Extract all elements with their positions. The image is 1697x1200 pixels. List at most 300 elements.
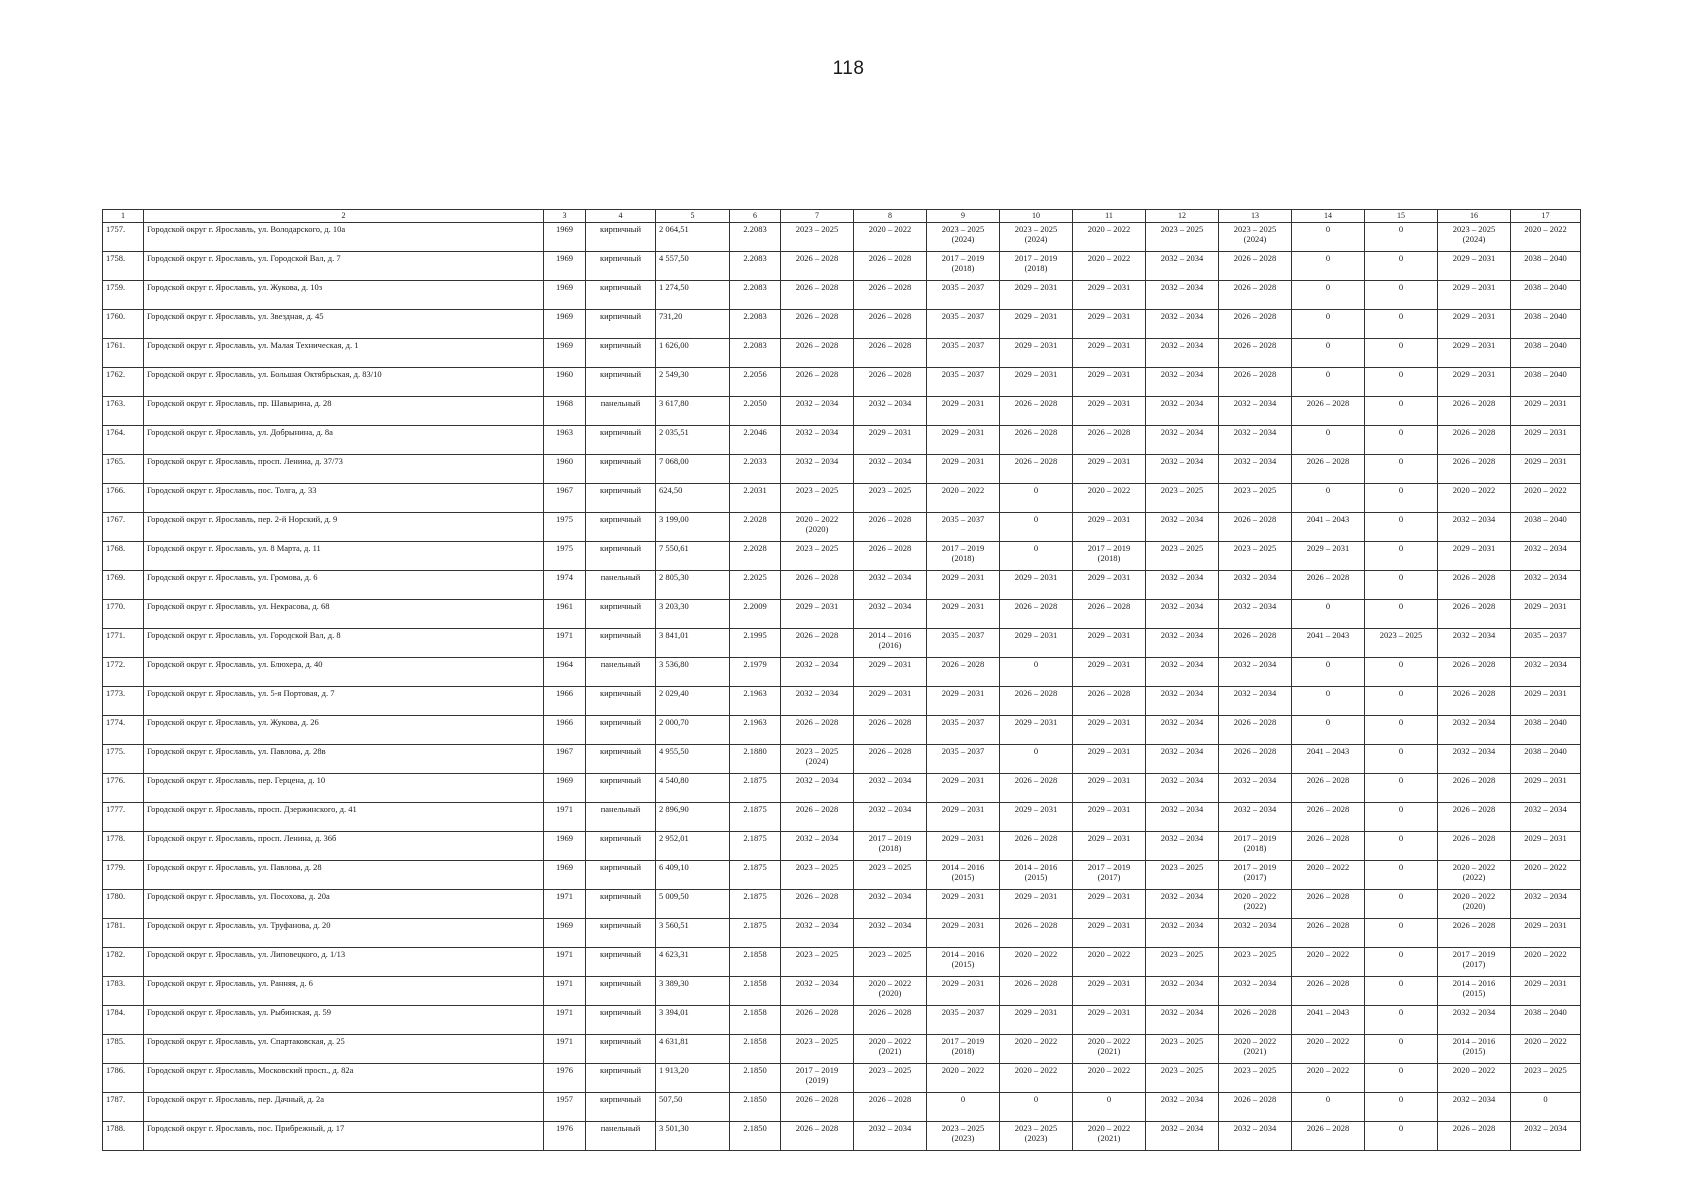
table-cell-col-5: 1 274,50 — [656, 281, 730, 310]
table-cell-col-14: 2026 – 2028 — [1292, 571, 1365, 600]
table-cell-col-1: 1770. — [103, 600, 144, 629]
table-cell-col-10: 2020 – 2022 — [1000, 1064, 1073, 1093]
table-cell-col-10: 2026 – 2028 — [1000, 455, 1073, 484]
table-cell-col-7: 2023 – 2025 — [781, 223, 854, 252]
table-cell-col-8: 2026 – 2028 — [854, 252, 927, 281]
table-cell-col-13: 2020 – 2022 (2022) — [1219, 890, 1292, 919]
table-cell-col-17: 2038 – 2040 — [1511, 716, 1581, 745]
table-cell-col-17: 2035 – 2037 — [1511, 629, 1581, 658]
table-cell-col-6: 2.2033 — [730, 455, 781, 484]
table-cell-col-9: 2035 – 2037 — [927, 745, 1000, 774]
table-cell-col-2: Городской округ г. Ярославль, ул. Громова, д. 6 — [144, 571, 544, 600]
table-cell-col-15: 0 — [1365, 223, 1438, 252]
table-cell-col-3: 1969 — [544, 223, 586, 252]
table-cell-col-5: 2 064,51 — [656, 223, 730, 252]
table-row — [103, 1093, 1581, 1122]
table-cell-col-8: 2023 – 2025 — [854, 948, 927, 977]
table-cell-col-1: 1761. — [103, 339, 144, 368]
table-cell-col-4: кирпичный — [586, 426, 656, 455]
table-cell-col-17: 2038 – 2040 — [1511, 252, 1581, 281]
table-cell-col-17: 2020 – 2022 — [1511, 484, 1581, 513]
table-cell-col-3: 1976 — [544, 1122, 586, 1151]
table-cell-col-17: 2020 – 2022 — [1511, 948, 1581, 977]
table-cell-col-1: 1784. — [103, 1006, 144, 1035]
table-cell-col-7: 2026 – 2028 — [781, 803, 854, 832]
table-cell-col-12: 2032 – 2034 — [1146, 1093, 1219, 1122]
table-cell-col-6: 2.1850 — [730, 1122, 781, 1151]
table-cell-col-16: 2032 – 2034 — [1438, 513, 1511, 542]
table-cell-col-13: 2026 – 2028 — [1219, 1006, 1292, 1035]
table-cell-col-5: 3 617,80 — [656, 397, 730, 426]
table-cell-col-6: 2.2009 — [730, 600, 781, 629]
table-cell-col-16: 2029 – 2031 — [1438, 542, 1511, 571]
table-cell-col-5: 1 626,00 — [656, 339, 730, 368]
table-cell-col-9: 2035 – 2037 — [927, 310, 1000, 339]
table-cell-col-9: 2035 – 2037 — [927, 513, 1000, 542]
table-cell-col-11: 2026 – 2028 — [1073, 687, 1146, 716]
table-cell-col-1: 1776. — [103, 774, 144, 803]
table-cell-col-10: 2029 – 2031 — [1000, 1006, 1073, 1035]
table-cell-col-8: 2026 – 2028 — [854, 1093, 927, 1122]
table-cell-col-9: 2029 – 2031 — [927, 919, 1000, 948]
table-cell-col-15: 0 — [1365, 919, 1438, 948]
table-cell-col-12: 2032 – 2034 — [1146, 919, 1219, 948]
table-cell-col-11: 2026 – 2028 — [1073, 426, 1146, 455]
table-cell-col-15: 0 — [1365, 281, 1438, 310]
table-cell-col-8: 2020 – 2022 — [854, 223, 927, 252]
table-cell-col-2: Городской округ г. Ярославль, ул. Блюхера, д. 40 — [144, 658, 544, 687]
table-cell-col-2: Городской округ г. Ярославль, ул. Городской Вал, д. 7 — [144, 252, 544, 281]
table-cell-col-4: панельный — [586, 571, 656, 600]
column-header-1: 1 — [103, 210, 144, 223]
table-cell-col-4: кирпичный — [586, 774, 656, 803]
table-cell-col-17: 2038 – 2040 — [1511, 745, 1581, 774]
table-cell-col-11: 2029 – 2031 — [1073, 1006, 1146, 1035]
table-cell-col-3: 1969 — [544, 339, 586, 368]
table-cell-col-14: 2041 – 2043 — [1292, 745, 1365, 774]
column-header-13: 13 — [1219, 210, 1292, 223]
table-cell-col-10: 2029 – 2031 — [1000, 803, 1073, 832]
table-cell-col-12: 2032 – 2034 — [1146, 455, 1219, 484]
table-cell-col-12: 2032 – 2034 — [1146, 1122, 1219, 1151]
table-cell-col-6: 2.1858 — [730, 977, 781, 1006]
table-cell-col-10: 2026 – 2028 — [1000, 426, 1073, 455]
table-cell-col-10: 2026 – 2028 — [1000, 832, 1073, 861]
table-cell-col-13: 2026 – 2028 — [1219, 1093, 1292, 1122]
table-cell-col-4: панельный — [586, 658, 656, 687]
table-cell-col-11: 2029 – 2031 — [1073, 339, 1146, 368]
table-cell-col-4: кирпичный — [586, 629, 656, 658]
table-cell-col-6: 2.2050 — [730, 397, 781, 426]
table-cell-col-7: 2023 – 2025 — [781, 484, 854, 513]
table-row — [103, 368, 1581, 397]
table-cell-col-10: 2026 – 2028 — [1000, 600, 1073, 629]
table-cell-col-16: 2026 – 2028 — [1438, 455, 1511, 484]
table-cell-col-9: 2014 – 2016 (2015) — [927, 948, 1000, 977]
table-cell-col-8: 2020 – 2022 (2020) — [854, 977, 927, 1006]
table-cell-col-5: 1 913,20 — [656, 1064, 730, 1093]
table-cell-col-9: 2026 – 2028 — [927, 658, 1000, 687]
table-cell-col-17: 2029 – 2031 — [1511, 397, 1581, 426]
table-row — [103, 600, 1581, 629]
table-cell-col-9: 2035 – 2037 — [927, 368, 1000, 397]
table-cell-col-2: Городской округ г. Ярославль, ул. Некрасова, д. 68 — [144, 600, 544, 629]
table-cell-col-5: 3 501,30 — [656, 1122, 730, 1151]
table-cell-col-5: 3 394,01 — [656, 1006, 730, 1035]
table-cell-col-12: 2032 – 2034 — [1146, 687, 1219, 716]
table-cell-col-17: 2029 – 2031 — [1511, 832, 1581, 861]
table-cell-col-12: 2032 – 2034 — [1146, 600, 1219, 629]
table-cell-col-13: 2023 – 2025 — [1219, 1064, 1292, 1093]
table-cell-col-14: 2041 – 2043 — [1292, 1006, 1365, 1035]
table-cell-col-7: 2026 – 2028 — [781, 1093, 854, 1122]
table-cell-col-6: 2.1963 — [730, 716, 781, 745]
table-cell-col-4: панельный — [586, 803, 656, 832]
table-cell-col-10: 2026 – 2028 — [1000, 977, 1073, 1006]
table-cell-col-13: 2032 – 2034 — [1219, 687, 1292, 716]
table-cell-col-8: 2026 – 2028 — [854, 745, 927, 774]
table-cell-col-13: 2023 – 2025 — [1219, 542, 1292, 571]
table-cell-col-16: 2020 – 2022 (2022) — [1438, 861, 1511, 890]
table-cell-col-5: 4 623,31 — [656, 948, 730, 977]
table-cell-col-3: 1971 — [544, 977, 586, 1006]
table-cell-col-17: 2032 – 2034 — [1511, 890, 1581, 919]
table-cell-col-4: кирпичный — [586, 513, 656, 542]
table-cell-col-10: 2029 – 2031 — [1000, 310, 1073, 339]
table-cell-col-12: 2023 – 2025 — [1146, 861, 1219, 890]
table-cell-col-1: 1775. — [103, 745, 144, 774]
table-cell-col-15: 0 — [1365, 1035, 1438, 1064]
table-cell-col-11: 2029 – 2031 — [1073, 774, 1146, 803]
table-cell-col-14: 0 — [1292, 1093, 1365, 1122]
table-cell-col-11: 2029 – 2031 — [1073, 397, 1146, 426]
table-cell-col-2: Городской округ г. Ярославль, ул. 8 Марта, д. 11 — [144, 542, 544, 571]
table-cell-col-13: 2017 – 2019 (2018) — [1219, 832, 1292, 861]
table-cell-col-10: 2029 – 2031 — [1000, 571, 1073, 600]
table-cell-col-14: 2026 – 2028 — [1292, 977, 1365, 1006]
table-row — [103, 977, 1581, 1006]
table-cell-col-11: 2029 – 2031 — [1073, 919, 1146, 948]
table-cell-col-5: 2 805,30 — [656, 571, 730, 600]
table-cell-col-14: 2020 – 2022 — [1292, 948, 1365, 977]
table-cell-col-17: 2038 – 2040 — [1511, 310, 1581, 339]
table-cell-col-17: 2020 – 2022 — [1511, 861, 1581, 890]
table-cell-col-15: 0 — [1365, 832, 1438, 861]
table-cell-col-11: 2029 – 2031 — [1073, 368, 1146, 397]
table-cell-col-12: 2032 – 2034 — [1146, 890, 1219, 919]
table-cell-col-9: 2029 – 2031 — [927, 687, 1000, 716]
table-cell-col-14: 2026 – 2028 — [1292, 832, 1365, 861]
table-cell-col-8: 2032 – 2034 — [854, 571, 927, 600]
table-cell-col-8: 2029 – 2031 — [854, 426, 927, 455]
table-cell-col-6: 2.2083 — [730, 310, 781, 339]
table-cell-col-16: 2032 – 2034 — [1438, 745, 1511, 774]
table-cell-col-7: 2032 – 2034 — [781, 658, 854, 687]
table-cell-col-2: Городской округ г. Ярославль, ул. Посохова, д. 20а — [144, 890, 544, 919]
table-row — [103, 252, 1581, 281]
table-cell-col-3: 1963 — [544, 426, 586, 455]
table-cell-col-15: 0 — [1365, 687, 1438, 716]
table-cell-col-12: 2023 – 2025 — [1146, 948, 1219, 977]
table-cell-col-9: 2014 – 2016 (2015) — [927, 861, 1000, 890]
table-cell-col-5: 507,50 — [656, 1093, 730, 1122]
table-cell-col-12: 2023 – 2025 — [1146, 1064, 1219, 1093]
table-cell-col-16: 2032 – 2034 — [1438, 1093, 1511, 1122]
table-cell-col-13: 2032 – 2034 — [1219, 1122, 1292, 1151]
table-cell-col-8: 2026 – 2028 — [854, 310, 927, 339]
table-header — [103, 210, 1581, 223]
table-cell-col-4: кирпичный — [586, 484, 656, 513]
table-cell-col-17: 2029 – 2031 — [1511, 977, 1581, 1006]
table-row — [103, 861, 1581, 890]
table-cell-col-13: 2026 – 2028 — [1219, 252, 1292, 281]
table-cell-col-3: 1967 — [544, 745, 586, 774]
table-cell-col-2: Городской округ г. Ярославль, пер. 2-й Норский, д. 9 — [144, 513, 544, 542]
table-cell-col-14: 2029 – 2031 — [1292, 542, 1365, 571]
table-cell-col-12: 2023 – 2025 — [1146, 542, 1219, 571]
table-row — [103, 774, 1581, 803]
table-cell-col-2: Городской округ г. Ярославль, ул. 5-я Портовая, д. 7 — [144, 687, 544, 716]
table-cell-col-15: 0 — [1365, 397, 1438, 426]
table-cell-col-6: 2.2083 — [730, 252, 781, 281]
table-cell-col-6: 2.1850 — [730, 1093, 781, 1122]
table-row — [103, 571, 1581, 600]
table-cell-col-7: 2026 – 2028 — [781, 310, 854, 339]
table-cell-col-16: 2026 – 2028 — [1438, 774, 1511, 803]
table-cell-col-12: 2032 – 2034 — [1146, 281, 1219, 310]
table-cell-col-5: 2 549,30 — [656, 368, 730, 397]
table-cell-col-14: 0 — [1292, 368, 1365, 397]
table-cell-col-10: 0 — [1000, 745, 1073, 774]
table-cell-col-3: 1968 — [544, 397, 586, 426]
table-cell-col-14: 2020 – 2022 — [1292, 1035, 1365, 1064]
table-cell-col-1: 1773. — [103, 687, 144, 716]
table-cell-col-1: 1781. — [103, 919, 144, 948]
table-cell-col-3: 1974 — [544, 571, 586, 600]
table-cell-col-10: 0 — [1000, 658, 1073, 687]
table-cell-col-12: 2032 – 2034 — [1146, 252, 1219, 281]
table-cell-col-7: 2029 – 2031 — [781, 600, 854, 629]
table-row — [103, 948, 1581, 977]
table-cell-col-15: 0 — [1365, 513, 1438, 542]
table-cell-col-14: 2026 – 2028 — [1292, 890, 1365, 919]
table-cell-col-4: кирпичный — [586, 1006, 656, 1035]
table-cell-col-16: 2026 – 2028 — [1438, 658, 1511, 687]
table-cell-col-2: Городской округ г. Ярославль, пр. Шавырина, д. 28 — [144, 397, 544, 426]
table-cell-col-16: 2026 – 2028 — [1438, 397, 1511, 426]
table-cell-col-14: 0 — [1292, 600, 1365, 629]
table-cell-col-14: 2026 – 2028 — [1292, 397, 1365, 426]
table-cell-col-6: 2.1858 — [730, 1006, 781, 1035]
table-cell-col-7: 2032 – 2034 — [781, 397, 854, 426]
table-row — [103, 832, 1581, 861]
table-cell-col-15: 0 — [1365, 977, 1438, 1006]
table-cell-col-2: Городской округ г. Ярославль, ул. Жукова, д. 26 — [144, 716, 544, 745]
table-cell-col-8: 2032 – 2034 — [854, 397, 927, 426]
table-cell-col-15: 0 — [1365, 803, 1438, 832]
table-cell-col-14: 2026 – 2028 — [1292, 774, 1365, 803]
table-cell-col-10: 2029 – 2031 — [1000, 339, 1073, 368]
table-cell-col-15: 0 — [1365, 455, 1438, 484]
table-cell-col-15: 0 — [1365, 542, 1438, 571]
table-row — [103, 339, 1581, 368]
table-cell-col-7: 2026 – 2028 — [781, 252, 854, 281]
column-header-7: 7 — [781, 210, 854, 223]
table-cell-col-15: 0 — [1365, 1064, 1438, 1093]
table-cell-col-13: 2026 – 2028 — [1219, 339, 1292, 368]
table-cell-col-3: 1969 — [544, 252, 586, 281]
table-cell-col-9: 0 — [927, 1093, 1000, 1122]
table-cell-col-4: кирпичный — [586, 861, 656, 890]
table-cell-col-10: 0 — [1000, 542, 1073, 571]
table-cell-col-11: 2029 – 2031 — [1073, 977, 1146, 1006]
table-cell-col-14: 0 — [1292, 716, 1365, 745]
table-cell-col-1: 1768. — [103, 542, 144, 571]
table-cell-col-15: 0 — [1365, 1006, 1438, 1035]
table-cell-col-5: 3 389,30 — [656, 977, 730, 1006]
table-cell-col-9: 2017 – 2019 (2018) — [927, 1035, 1000, 1064]
table-cell-col-3: 1971 — [544, 1006, 586, 1035]
table-cell-col-16: 2020 – 2022 — [1438, 1064, 1511, 1093]
capital-repair-schedule-table — [102, 209, 1581, 1151]
table-cell-col-8: 2032 – 2034 — [854, 455, 927, 484]
table-cell-col-8: 2029 – 2031 — [854, 658, 927, 687]
table-cell-col-3: 1969 — [544, 281, 586, 310]
table-cell-col-10: 2017 – 2019 (2018) — [1000, 252, 1073, 281]
table-cell-col-17: 2029 – 2031 — [1511, 919, 1581, 948]
table-cell-col-16: 2029 – 2031 — [1438, 252, 1511, 281]
table-cell-col-15: 0 — [1365, 745, 1438, 774]
table-cell-col-3: 1971 — [544, 629, 586, 658]
table-cell-col-1: 1760. — [103, 310, 144, 339]
table-cell-col-14: 2026 – 2028 — [1292, 803, 1365, 832]
table-row — [103, 1122, 1581, 1151]
table-cell-col-16: 2026 – 2028 — [1438, 803, 1511, 832]
table-cell-col-13: 2020 – 2022 (2021) — [1219, 1035, 1292, 1064]
table-cell-col-17: 2032 – 2034 — [1511, 571, 1581, 600]
table-row — [103, 1064, 1581, 1093]
table-cell-col-7: 2032 – 2034 — [781, 919, 854, 948]
table-cell-col-10: 2020 – 2022 — [1000, 1035, 1073, 1064]
table-cell-col-5: 3 199,00 — [656, 513, 730, 542]
table-cell-col-17: 2020 – 2022 — [1511, 1035, 1581, 1064]
table-cell-col-7: 2032 – 2034 — [781, 426, 854, 455]
table-cell-col-4: кирпичный — [586, 252, 656, 281]
table-cell-col-5: 7 550,61 — [656, 542, 730, 571]
table-cell-col-1: 1759. — [103, 281, 144, 310]
table-cell-col-5: 731,20 — [656, 310, 730, 339]
table-cell-col-3: 1971 — [544, 948, 586, 977]
table-cell-col-14: 2026 – 2028 — [1292, 1122, 1365, 1151]
table-cell-col-5: 2 000,70 — [656, 716, 730, 745]
table-cell-col-12: 2032 – 2034 — [1146, 339, 1219, 368]
table-cell-col-14: 2026 – 2028 — [1292, 919, 1365, 948]
table-cell-col-2: Городской округ г. Ярославль, ул. Липовецкого, д. 1/13 — [144, 948, 544, 977]
table-cell-col-7: 2023 – 2025 (2024) — [781, 745, 854, 774]
table-cell-col-2: Городской округ г. Ярославль, ул. Спартаковская, д. 25 — [144, 1035, 544, 1064]
header-row — [103, 210, 1581, 223]
table-cell-col-15: 0 — [1365, 484, 1438, 513]
table-row — [103, 803, 1581, 832]
table-cell-col-15: 0 — [1365, 310, 1438, 339]
table-cell-col-13: 2032 – 2034 — [1219, 803, 1292, 832]
table-row — [103, 1035, 1581, 1064]
table-cell-col-6: 2.1880 — [730, 745, 781, 774]
column-header-3: 3 — [544, 210, 586, 223]
table-cell-col-1: 1772. — [103, 658, 144, 687]
table-cell-col-15: 0 — [1365, 658, 1438, 687]
table-cell-col-1: 1782. — [103, 948, 144, 977]
table-cell-col-17: 2038 – 2040 — [1511, 281, 1581, 310]
table-cell-col-2: Городской округ г. Ярославль, ул. Ранняя, д. 6 — [144, 977, 544, 1006]
table-cell-col-13: 2026 – 2028 — [1219, 716, 1292, 745]
table-cell-col-3: 1960 — [544, 368, 586, 397]
table-cell-col-3: 1969 — [544, 310, 586, 339]
table-cell-col-2: Городской округ г. Ярославль, пос. Прибрежный, д. 17 — [144, 1122, 544, 1151]
table-cell-col-10: 2023 – 2025 (2024) — [1000, 223, 1073, 252]
table-cell-col-7: 2026 – 2028 — [781, 1006, 854, 1035]
table-cell-col-9: 2029 – 2031 — [927, 455, 1000, 484]
table-cell-col-8: 2026 – 2028 — [854, 513, 927, 542]
table-cell-col-12: 2023 – 2025 — [1146, 484, 1219, 513]
table-cell-col-6: 2.1963 — [730, 687, 781, 716]
table-cell-col-6: 2.1858 — [730, 1035, 781, 1064]
table-cell-col-13: 2017 – 2019 (2017) — [1219, 861, 1292, 890]
table-cell-col-6: 2.2083 — [730, 281, 781, 310]
table-cell-col-7: 2032 – 2034 — [781, 977, 854, 1006]
table-cell-col-15: 0 — [1365, 774, 1438, 803]
table-cell-col-15: 0 — [1365, 1122, 1438, 1151]
table-cell-col-14: 0 — [1292, 658, 1365, 687]
table-cell-col-3: 1960 — [544, 455, 586, 484]
table-cell-col-12: 2032 – 2034 — [1146, 397, 1219, 426]
table-cell-col-1: 1757. — [103, 223, 144, 252]
table-cell-col-4: кирпичный — [586, 600, 656, 629]
table-cell-col-7: 2023 – 2025 — [781, 1035, 854, 1064]
table-row — [103, 426, 1581, 455]
table-cell-col-13: 2026 – 2028 — [1219, 745, 1292, 774]
table-cell-col-17: 2032 – 2034 — [1511, 542, 1581, 571]
table-cell-col-8: 2029 – 2031 — [854, 687, 927, 716]
table-cell-col-15: 0 — [1365, 252, 1438, 281]
column-header-14: 14 — [1292, 210, 1365, 223]
table-cell-col-2: Городской округ г. Ярославль, просп. Ленина, д. 36б — [144, 832, 544, 861]
table-cell-col-11: 2026 – 2028 — [1073, 600, 1146, 629]
table-cell-col-16: 2014 – 2016 (2015) — [1438, 1035, 1511, 1064]
table-cell-col-16: 2020 – 2022 (2020) — [1438, 890, 1511, 919]
table-cell-col-11: 2029 – 2031 — [1073, 513, 1146, 542]
table-cell-col-12: 2032 – 2034 — [1146, 803, 1219, 832]
column-header-12: 12 — [1146, 210, 1219, 223]
table-cell-col-6: 2.2083 — [730, 339, 781, 368]
table-row — [103, 223, 1581, 252]
table-cell-col-11: 2029 – 2031 — [1073, 658, 1146, 687]
table-cell-col-14: 0 — [1292, 484, 1365, 513]
table-cell-col-4: кирпичный — [586, 919, 656, 948]
table-cell-col-11: 2029 – 2031 — [1073, 745, 1146, 774]
table-cell-col-3: 1967 — [544, 484, 586, 513]
table-cell-col-8: 2023 – 2025 — [854, 861, 927, 890]
table-cell-col-1: 1780. — [103, 890, 144, 919]
table-cell-col-5: 2 029,40 — [656, 687, 730, 716]
table-cell-col-9: 2017 – 2019 (2018) — [927, 252, 1000, 281]
table-cell-col-11: 2029 – 2031 — [1073, 310, 1146, 339]
table-cell-col-9: 2035 – 2037 — [927, 281, 1000, 310]
table-cell-col-14: 0 — [1292, 687, 1365, 716]
table-cell-col-9: 2029 – 2031 — [927, 832, 1000, 861]
table-cell-col-6: 2.1850 — [730, 1064, 781, 1093]
table-cell-col-17: 2038 – 2040 — [1511, 513, 1581, 542]
